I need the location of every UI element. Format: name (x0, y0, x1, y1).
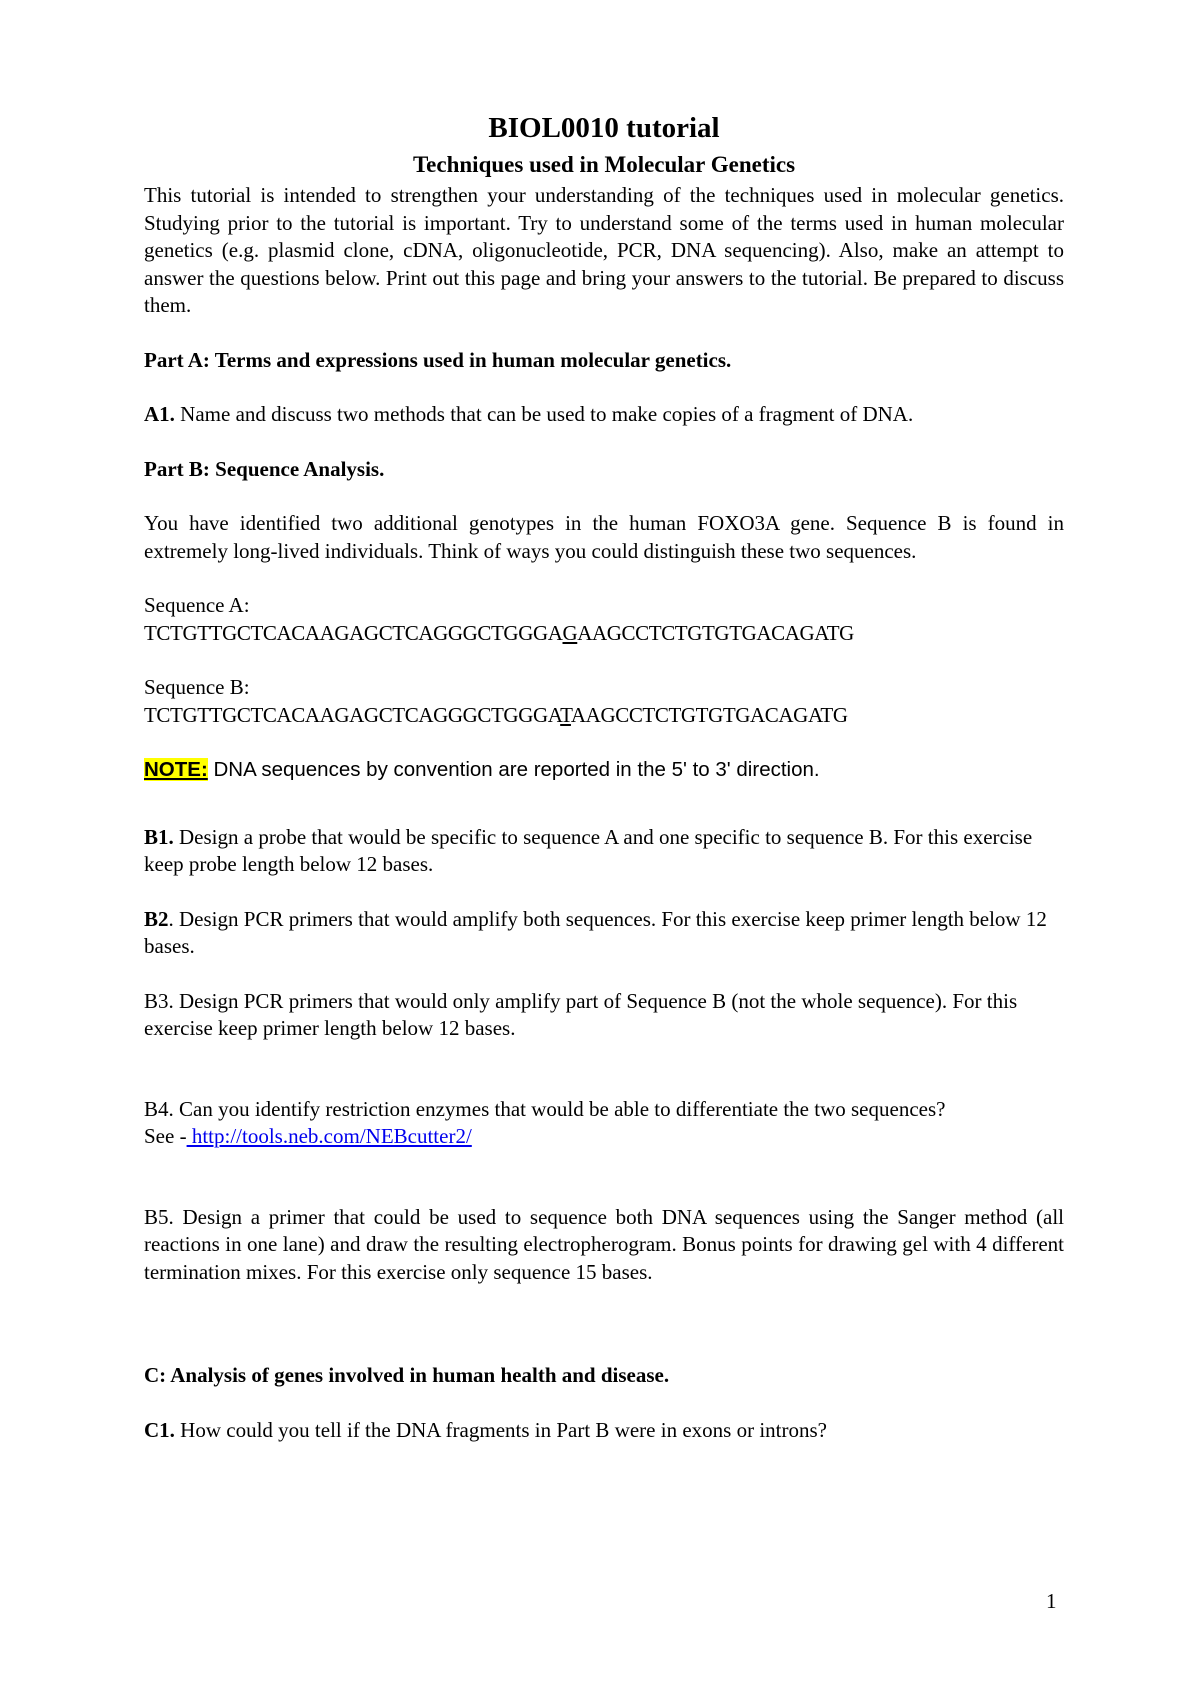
part-c-heading: C: Analysis of genes involved in human health and disease. (144, 1363, 670, 1387)
question-c1-text: How could you tell if the DNA fragments in Part B were in exons or introns? (174, 1417, 827, 1442)
question-b4-see (144, 1123, 1064, 1151)
part-a-heading: Part A: Terms and expressions used in human molecular genetics. (144, 347, 732, 372)
question-a1-text: Name and discuss two methods that can be used to make copies of a fragment of DNA. (174, 402, 914, 426)
intro-paragraph: This tutorial is intended to strengthen your understanding of the techniques used in molecular genetics. Studying prior to the tutorial is important. Try to understand some of the terms used in human molecular genetics (e.g. plasmid clone, cDNA, oligonucleotide, PCR, DNA sequencing). Also, make an attempt to answer the questions below. Print out this page and bring your answers to the tutorial. Be prepared to discuss them. (144, 183, 1064, 317)
sequence-b-end: AAGCCTCTGTGTGACAGATG (570, 702, 848, 727)
document-subtitle: Techniques used in Molecular Genetics (412, 152, 796, 177)
question-b2-text: . Design PCR primers that would amplify both sequences. For this exercise keep primer length below 12 bases. (144, 906, 1047, 958)
sequence-b-label: Sequence B: (144, 675, 250, 699)
note-text: DNA sequences by convention are reported in the 5' to 3' direction. (207, 758, 820, 781)
question-a1-label: A1. (144, 402, 175, 426)
question-b2-label: B2 (144, 906, 169, 931)
sequence-b (144, 702, 1064, 730)
see-label: See - (144, 1124, 187, 1148)
question-c1-label: C1. (144, 1417, 175, 1442)
document-title: BIOL0010 tutorial (488, 112, 720, 144)
question-b4-text: B4. Can you identify restriction enzymes that would be able to differentiate the two sequences? (144, 1096, 946, 1121)
sequence-b-variant-base: T (560, 702, 571, 727)
sequence-b-start: TCTGTTGCTCACAAGAGCTCAGGGCTGGGA (144, 702, 561, 727)
sequence-a-start: TCTGTTGCTCACAAGAGCTCAGGGCTGGGA (144, 620, 563, 645)
question-a1 (144, 401, 1064, 429)
part-b-description: You have identified two additional genotypes in the human FOXO3A gene. Sequence B is found in extremely long-lived individuals. Think of ways you could distinguish these two sequences. (144, 511, 1064, 563)
sequence-a (144, 620, 1064, 648)
sequence-a-variant-base: G (562, 620, 578, 645)
question-b5: B5. Design a primer that could be used to sequence both DNA sequences using the Sanger method (all reactions in one lane) and draw the resulting electropherogram. Bonus points for drawing gel with 4 different termination mixes. For this exercise only sequence 15 bases. (144, 1204, 1064, 1284)
note-label: NOTE: (144, 758, 208, 781)
question-c1 (144, 1417, 1064, 1445)
sequence-a-end: AAGCCTCTGTGTGACAGATG (577, 620, 854, 645)
sequence-a-block (144, 592, 1064, 647)
sequence-a-label: Sequence A: (144, 593, 250, 617)
document-page (144, 110, 1064, 1444)
part-b-heading: Part B: Sequence Analysis. (144, 456, 385, 481)
note-line (144, 756, 1064, 784)
nebcutter-link[interactable]: http://tools.neb.com/NEBcutter2/ (186, 1124, 472, 1148)
question-b4 (144, 1096, 1064, 1151)
question-b1-label: B1. (144, 824, 174, 849)
question-b3: B3. Design PCR primers that would only amplify part of Sequence B (not the whole sequence). For this exercise keep primer length below 12 bases. (144, 988, 1018, 1040)
question-b2 (144, 906, 1064, 961)
question-b1 (144, 824, 1064, 879)
sequence-b-block (144, 674, 1064, 729)
question-b1-text: Design a probe that would be specific to sequence A and one specific to sequence B. For this exercise keep probe length below 12 bases. (144, 824, 1033, 876)
page-number: 1 (1046, 1589, 1057, 1613)
